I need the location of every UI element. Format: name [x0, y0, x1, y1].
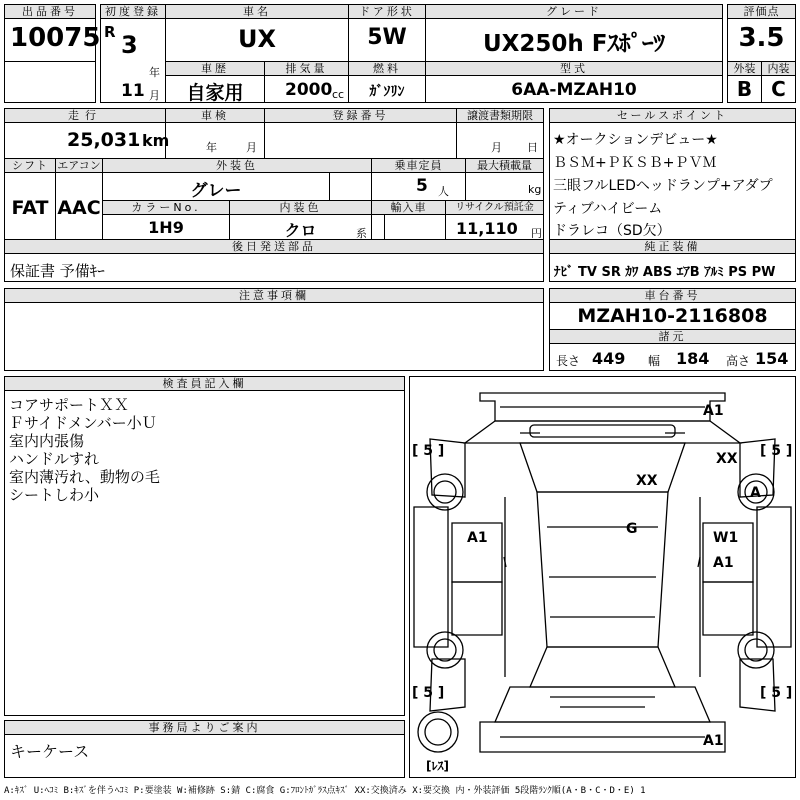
office-notes-header: 事務局よりご案内 — [5, 721, 404, 735]
aircon-cell — [55, 158, 103, 240]
shift-value: FAT — [11, 197, 49, 219]
door-cell — [348, 4, 426, 62]
displacement-header: 排気量 — [265, 62, 348, 76]
recycle-header: リサイクル預託金 — [446, 201, 543, 215]
transfer-month-unit: 月 — [491, 141, 502, 154]
tire-rr-label: [ 5 ] — [760, 685, 793, 701]
selling-points-box — [549, 108, 796, 240]
blank-under-lot — [4, 61, 96, 103]
windshield-outline — [520, 443, 685, 492]
color-number-header: カラーNo. — [103, 201, 229, 215]
car-name-value: UX — [238, 25, 276, 53]
mark-right-fender: XX — [716, 451, 738, 467]
mark-front-bumper: A1 — [703, 403, 724, 419]
color-number-cell — [102, 200, 230, 240]
selling-points-header: セールスポイント — [550, 109, 795, 123]
transfer-day-unit: 日 — [527, 141, 538, 154]
selling-point-3: 三眼フルLEDヘッドランプ+アダプ — [553, 178, 773, 194]
tire-fl-label: [ 5 ] — [412, 443, 445, 459]
registration-year: 3 — [121, 31, 138, 59]
legend-text: A:ｷｽﾞ U:ﾍｺﾐ B:ｷｽﾞを伴うﾍｺﾐ P:要塗装 W:補修跡 S:錆 C:腐食 G:ﾌﾛﾝﾄｶﾞﾗｽ点ｷｽﾞ XX:交換済み X:要交換 内・外装評価 5段階ﾗﾝｸ順(A・B・C・D・E) 1 — [4, 786, 646, 796]
imported-cell — [371, 200, 446, 240]
model-value: 6AA-MZAH10 — [511, 80, 637, 100]
tire-rear-right — [738, 632, 774, 668]
person-unit: 人 — [438, 185, 449, 198]
mark-windshield: G — [626, 521, 638, 537]
length-value: 449 — [592, 349, 626, 368]
car-name-header: 車名 — [166, 5, 348, 19]
inspector-notes-box — [4, 376, 405, 716]
kei-unit: 系 — [356, 227, 367, 240]
exterior-header: 外装 — [728, 62, 761, 76]
tire-fr-label: [ 5 ] — [760, 443, 793, 459]
history-cell — [165, 61, 265, 103]
score-header: 評価点 — [728, 5, 795, 19]
mark-hood: XX — [636, 473, 658, 489]
exterior-grade-cell — [727, 61, 762, 103]
history-value: 自家用 — [186, 82, 244, 104]
car-name-cell — [165, 4, 349, 62]
width-value: 184 — [676, 349, 710, 368]
int-color-value: クロ — [284, 221, 317, 240]
rear-window-outline — [530, 647, 675, 687]
capacity-value: 5 — [416, 176, 428, 196]
displacement-value: 2000 — [285, 80, 333, 100]
equipment-header: 純正装備 — [550, 240, 795, 254]
inspector-note-1: コアサポートＸＸ — [9, 396, 130, 414]
notes-header: 注意事項欄 — [5, 289, 543, 303]
grade-header: グレード — [426, 5, 722, 19]
imported-header: 輸入車 — [372, 201, 445, 215]
int-color-cell — [229, 200, 372, 240]
first-registration-cell — [100, 4, 166, 103]
recycle-cell — [445, 200, 544, 240]
mark-right-door-w1: W1 — [713, 530, 739, 546]
capacity-header: 乗車定員 — [372, 159, 465, 173]
max-load-cell — [465, 158, 544, 201]
exterior-grade-value: B — [736, 77, 753, 101]
shift-cell — [4, 158, 56, 240]
era-value: R — [104, 23, 116, 41]
km-unit: km — [142, 131, 170, 150]
ext-color-value: グレー — [190, 181, 242, 201]
left-rear-door — [452, 582, 502, 635]
mark-left-door: A1 — [467, 530, 488, 546]
inspection-month-unit: 月 — [246, 141, 257, 154]
chassis-header: 車台番号 — [550, 289, 795, 303]
later-parts-value: 保証書 予備ｷｰ — [10, 262, 105, 280]
recycle-value: 11,110 — [456, 219, 518, 238]
mark-tire-fr: A — [750, 485, 761, 501]
width-label: 幅 — [648, 354, 661, 368]
grade-cell — [425, 4, 723, 62]
chassis-cell — [549, 288, 796, 330]
right-rear-door — [703, 582, 753, 635]
shift-header: シフト — [5, 159, 55, 173]
score-cell — [727, 4, 796, 62]
inspection-header: 車検 — [166, 109, 264, 123]
inspector-note-5: 室内薄汚れ、動物の毛 — [9, 468, 160, 486]
transfer-deadline-header: 譲渡書類期限 — [457, 109, 543, 123]
mark-right-door-a1: A1 — [713, 555, 734, 571]
inspector-note-3: 室内内張傷 — [9, 432, 85, 450]
first-registration-header: 初度登録 — [101, 5, 165, 19]
mileage-value: 25,031 — [67, 129, 141, 151]
inspection-year-unit: 年 — [206, 141, 217, 154]
door-header: ドア形状 — [349, 5, 425, 19]
aircon-value: AAC — [57, 197, 101, 219]
door-value: 5W — [367, 25, 407, 50]
lot-number-header: 出品番号 — [5, 5, 95, 19]
displacement-cell — [264, 61, 349, 103]
lot-number-cell — [4, 4, 101, 62]
fuel-cell — [348, 61, 426, 103]
ext-color-header: 外装色 — [103, 159, 371, 173]
interior-header: 内装 — [762, 62, 795, 76]
registration-number-header: 登録番号 — [265, 109, 456, 123]
spare-label: [ﾚｽ] — [426, 759, 449, 773]
tire-rl-label: [ 5 ] — [412, 685, 445, 701]
registration-month: 11 — [121, 81, 145, 101]
mileage-cell — [4, 108, 170, 159]
lot-number-value: 10075 — [10, 23, 101, 53]
trunk-outline — [495, 687, 710, 722]
spare-tire — [418, 712, 458, 752]
dimensions-cell — [549, 329, 796, 371]
grade-value: UX250h Fｽﾎﾟｰﾂ — [482, 31, 665, 57]
selling-point-4: ティブハイビーム — [553, 201, 663, 217]
color-number-value: 1H9 — [148, 218, 184, 237]
notes-box — [4, 288, 544, 371]
history-header: 車歴 — [166, 62, 264, 76]
later-parts-header: 後日発送部品 — [5, 240, 543, 254]
roof-outline — [537, 492, 668, 647]
mark-rear-bumper: A1 — [703, 733, 724, 749]
dimensions-header: 諸元 — [550, 330, 795, 344]
fuel-header: 燃料 — [349, 62, 425, 76]
inspector-note-6: シートしわ小 — [9, 486, 100, 504]
inspection-cell — [165, 108, 265, 159]
inspector-note-2: Ｆサイドメンバー小Ｕ — [9, 414, 157, 432]
car-diagram — [410, 377, 795, 777]
tire-rear-left — [427, 632, 463, 668]
max-load-header: 最大積載量 — [466, 159, 543, 173]
score-value: 3.5 — [738, 23, 785, 53]
model-header: 型式 — [426, 62, 722, 76]
selling-point-5: ドラレコ（SD欠） — [553, 223, 671, 239]
length-label: 長さ — [556, 354, 581, 368]
cc-unit: cc — [332, 88, 345, 101]
height-label: 高さ — [726, 354, 751, 368]
ext-color-cell — [102, 158, 372, 201]
kg-unit: kg — [528, 183, 542, 196]
selling-point-2: ＢＳＭ+ＰＫＳＢ+ＰＶＭ — [553, 155, 717, 171]
fuel-value: ｶﾞｿﾘﾝ — [369, 84, 405, 100]
chassis-value: MZAH10-2116808 — [577, 305, 768, 327]
office-notes-box — [4, 720, 405, 778]
registration-number-cell — [264, 108, 457, 159]
interior-grade-value: C — [771, 77, 786, 101]
aircon-header: エアコン — [57, 159, 101, 172]
car-diagram-box — [409, 376, 796, 778]
transfer-deadline-cell — [456, 108, 544, 159]
equipment-cell — [549, 239, 796, 282]
equipment-value: ﾅﾋﾞ TV SR ｶﾜ ABS ｴｱB ｱﾙﾐ PS PW — [554, 265, 776, 280]
month-unit: 月 — [149, 89, 160, 102]
selling-point-1: ★オークションデビュー★ — [553, 132, 718, 148]
office-notes-value: キーケース — [10, 742, 90, 761]
year-unit: 年 — [149, 66, 160, 79]
later-parts-cell — [4, 239, 544, 282]
yen-unit: 円 — [531, 227, 542, 240]
mileage-header: 走行 — [5, 109, 165, 123]
inspector-notes-header: 検査員記入欄 — [5, 377, 404, 391]
hood-outline — [465, 421, 740, 443]
inspector-note-4: ハンドルすれ — [9, 450, 100, 468]
int-color-header: 内装色 — [230, 201, 371, 215]
model-cell — [425, 61, 723, 103]
capacity-cell — [371, 158, 466, 201]
grille — [530, 425, 675, 437]
interior-grade-cell — [761, 61, 796, 103]
height-value: 154 — [755, 349, 789, 368]
